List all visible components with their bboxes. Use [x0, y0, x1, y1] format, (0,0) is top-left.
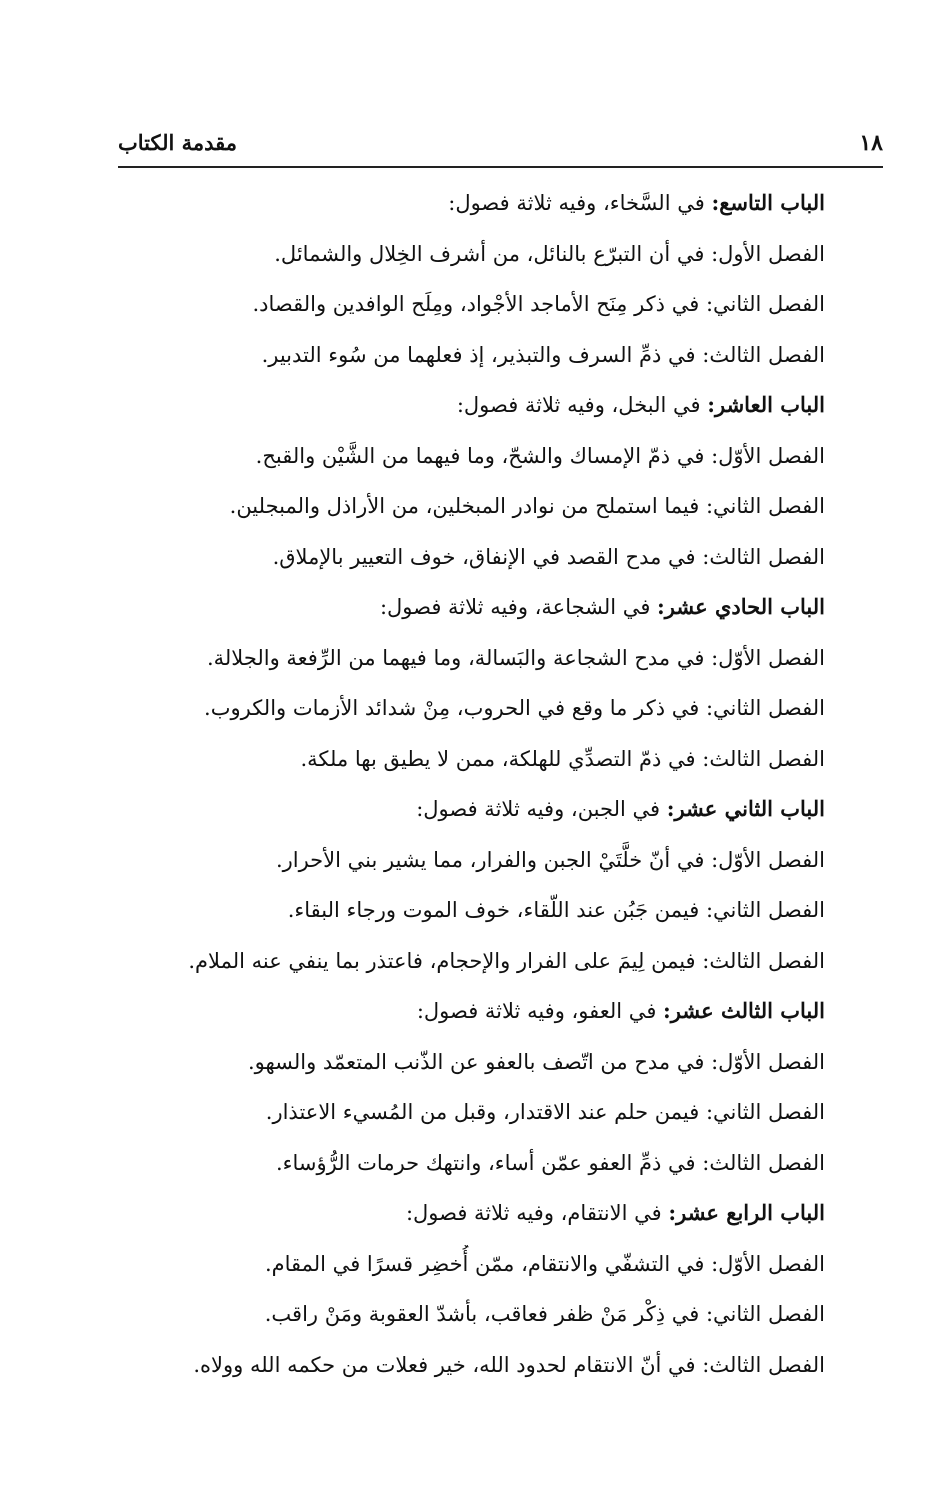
section-line [110, 487, 825, 538]
chapter-heading [110, 588, 825, 639]
section-line [110, 1245, 825, 1296]
chapter-heading [110, 1194, 825, 1245]
section-label: الفصل الثالث: [702, 1150, 825, 1175]
section-line [110, 841, 825, 892]
section-label: الفصل الثاني: [705, 898, 825, 922]
page-number: ١٨ [859, 130, 883, 156]
section-label: الفصل الأوّل: [711, 443, 825, 468]
section-line [110, 336, 825, 387]
chapter-heading [110, 790, 825, 841]
section-label: الفصل الأوّل: [711, 1049, 825, 1074]
section-label: الفصل الثالث: [702, 746, 825, 771]
chapter-heading [110, 386, 825, 437]
section-text: في أنّ الانتقام لحدود الله، خير فعلات من حكمه الله وولاه. [193, 1352, 696, 1377]
section-label: الفصل الأوّل: [711, 847, 825, 872]
chapter-heading [110, 992, 825, 1043]
section-label: الفصل الثالث: [702, 948, 825, 973]
section-label: الفصل الثاني: [705, 292, 825, 316]
section-label: الفصل الثاني: [705, 1302, 825, 1326]
running-title: مقدمة الكتاب [118, 130, 238, 155]
section-label: الفصل الثاني: [705, 494, 825, 518]
section-text: في ذكر ما وقع في الحروب، مِنْ شدائد الأزمات والكروب. [204, 696, 700, 720]
section-text: في مدح الشجاعة والبَسالة، وما فيهما من الرِّفعة والجلالة. [206, 645, 705, 670]
chapter-heading [110, 184, 825, 235]
section-line [110, 639, 825, 690]
section-label: الفصل الأوّل: [711, 645, 825, 670]
section-label: الفصل الثالث: [702, 1352, 825, 1377]
section-label: الفصل الثالث: [702, 342, 825, 367]
section-label: الفصل الثاني: [705, 1100, 825, 1124]
section-label: الفصل الأوّل: [711, 1251, 825, 1276]
section-text: فيمن جَبُن عند اللّقاء، خوف الموت ورجاء البقاء. [287, 898, 700, 922]
chapter-label: الباب الثاني عشر: [666, 796, 825, 821]
section-label: الفصل الثالث: [702, 544, 825, 569]
section-text: في ذمِّ السرف والتبذير، إذ فعلهما من سُوء التدبير. [261, 342, 696, 367]
section-text: في ذمّ التصدِّي للهلكة، ممن لا يطيق بها ملكة. [300, 746, 696, 771]
section-line [110, 437, 825, 488]
section-text: فيما استملح من نوادر المبخلين، من الأراذل والمبجلين. [229, 494, 700, 518]
chapter-label: الباب الثالث عشر: [663, 998, 825, 1023]
chapter-label: الباب التاسع: [711, 190, 825, 215]
section-text: فيمن حلم عند الاقتدار، وقبل من المُسيء الاعتذار. [265, 1100, 700, 1124]
chapter-label: الباب الرابع عشر: [668, 1200, 825, 1225]
section-line [110, 740, 825, 791]
section-line [110, 942, 825, 993]
section-text: في ذمّ الإمساك والشحّ، وما فيهما من الشَّيْن والقبح. [255, 443, 705, 468]
section-line [110, 689, 825, 740]
section-text: في ذمِّ العفو عمّن أساء، وانتهك حرمات الرُّؤساء. [275, 1150, 696, 1175]
section-text: في أنّ خلَّتَيْ الجبن والفرار، مما يشير بني الأحرار. [275, 847, 705, 872]
section-line [110, 1144, 825, 1195]
section-text: فيمن لِيمَ على الفرار والإحجام، فاعتذر بما ينفي عنه الملام. [188, 948, 696, 973]
section-line [110, 1093, 825, 1144]
section-text: في أن التبرّع بالنائل، من أشرف الخِلال والشمائل. [274, 241, 705, 266]
header-rule [118, 166, 883, 168]
section-line [110, 235, 825, 286]
section-text: في مدح من اتّصف بالعفو عن الذّنب المتعمّد والسهو. [247, 1049, 705, 1074]
section-line [110, 538, 825, 589]
section-label: الفصل الثاني: [705, 696, 825, 720]
section-line [110, 1295, 825, 1346]
section-label: الفصل الأول: [711, 241, 825, 266]
table-of-contents [110, 184, 825, 1396]
chapter-text: في الشجاعة، وفيه ثلاثة فصول: [379, 595, 651, 619]
section-line [110, 1043, 825, 1094]
section-text: في التشفّي والانتقام، ممّن أُخضِر قسرًا في المقام. [264, 1251, 705, 1276]
chapter-text: في البخل، وفيه ثلاثة فصول: [456, 393, 701, 417]
chapter-text: في العفو، وفيه ثلاثة فصول: [416, 999, 657, 1023]
chapter-label: الباب الحادي عشر: [657, 594, 825, 619]
section-line [110, 891, 825, 942]
section-text: في ذكر مِنَح الأماجد الأجْواد، ومِلَح الوافدين والقصاد. [252, 292, 700, 316]
page-header [118, 128, 883, 164]
section-line [110, 1346, 825, 1397]
chapter-label: الباب العاشر: [707, 392, 825, 417]
chapter-text: في الجبن، وفيه ثلاثة فصول: [416, 797, 661, 821]
chapter-text: في الانتقام، وفيه ثلاثة فصول: [405, 1201, 662, 1225]
section-text: في ذِكْر مَنْ ظفر فعاقب، بأشدّ العقوبة ومَنْ راقب. [264, 1302, 700, 1326]
section-text: في مدح القصد في الإنفاق، خوف التعيير بالإملاق. [272, 544, 696, 569]
section-line [110, 285, 825, 336]
chapter-text: في السَّخاء، وفيه ثلاثة فصول: [448, 191, 705, 215]
